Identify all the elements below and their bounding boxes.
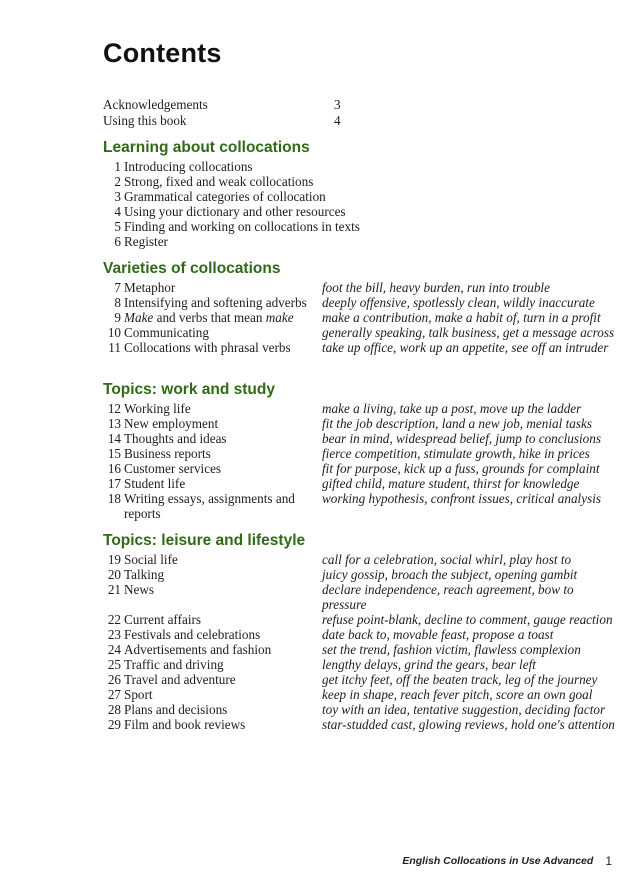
unit-entry xyxy=(103,702,623,717)
unit-example-collocations: keep in shape, reach fever pitch, score an own goal xyxy=(322,687,593,702)
unit-example-collocations: bear in mind, widespread belief, jump to conclusions xyxy=(322,431,601,446)
section-heading: Varieties of collocations xyxy=(103,260,281,277)
unit-number: 11 xyxy=(108,340,121,355)
unit-number: 18 xyxy=(107,491,121,506)
unit-entry xyxy=(103,219,623,234)
unit-entry xyxy=(103,431,623,446)
unit-list xyxy=(103,159,623,249)
footer-page-number: 1 xyxy=(605,854,612,868)
unit-entry xyxy=(103,401,623,416)
unit-list xyxy=(103,280,623,355)
unit-title: Business reports xyxy=(124,446,211,461)
unit-title: Grammatical categories of collocation xyxy=(124,189,326,204)
unit-example-collocations: take up office, work up an appetite, see off an intruder xyxy=(322,340,609,355)
unit-example-collocations: fit the job description, land a new job, menial tasks xyxy=(322,416,592,431)
unit-entry xyxy=(103,582,623,612)
unit-example-collocations: fit for purpose, kick up a fuss, grounds for complaint xyxy=(322,461,600,476)
unit-title: Student life xyxy=(124,476,186,491)
section-heading: Learning about collocations xyxy=(103,139,310,156)
unit-example-collocations: juicy gossip, broach the subject, opening gambit xyxy=(322,567,578,582)
front-matter xyxy=(103,97,348,128)
section-heading: Topics: leisure and lifestyle xyxy=(103,532,306,549)
unit-number: 4 xyxy=(114,204,121,219)
front-matter-page: 3 xyxy=(334,97,341,112)
unit-title: Customer services xyxy=(124,461,222,476)
unit-entry xyxy=(103,159,623,174)
unit-title: Working life xyxy=(124,401,191,416)
section-heading: Topics: work and study xyxy=(103,381,275,398)
unit-entry xyxy=(103,204,623,219)
unit-number: 24 xyxy=(107,642,121,657)
unit-entry xyxy=(103,476,623,491)
unit-number: 13 xyxy=(107,416,121,431)
unit-example-collocations: toy with an idea, tentative suggestion, deciding factor xyxy=(322,702,606,717)
page-title: Contents xyxy=(103,38,222,68)
unit-example-collocations: gifted child, mature student, thirst for knowledge xyxy=(322,476,580,491)
unit-entry xyxy=(103,189,623,204)
front-matter-item xyxy=(103,97,348,113)
unit-number: 21 xyxy=(107,582,121,597)
unit-title: Finding and working on collocations in texts xyxy=(124,219,360,234)
unit-example-collocations: make a living, take up a post, move up the ladder xyxy=(322,401,582,416)
unit-number: 16 xyxy=(107,461,121,476)
unit-title: Metaphor xyxy=(124,280,176,295)
unit-entry xyxy=(103,234,623,249)
unit-example-collocations: get itchy feet, off the beaten track, leg of the journey xyxy=(322,672,598,687)
unit-example-collocations: call for a celebration, social whirl, play host to xyxy=(322,552,572,567)
unit-example-collocations: generally speaking, talk business, get a message across xyxy=(322,325,615,340)
unit-entry xyxy=(103,325,623,340)
unit-list xyxy=(103,401,623,521)
unit-number: 12 xyxy=(107,401,121,416)
unit-title: News xyxy=(124,582,155,597)
unit-number: 25 xyxy=(107,657,121,672)
unit-title: Communicating xyxy=(124,325,209,340)
unit-entry xyxy=(103,627,623,642)
front-matter-page: 4 xyxy=(334,112,341,128)
unit-entry xyxy=(103,340,623,355)
unit-title: Register xyxy=(124,234,168,249)
front-matter-label: Acknowledgements xyxy=(103,97,208,112)
section-leisure-lifestyle xyxy=(103,531,623,732)
unit-number: 26 xyxy=(107,672,121,687)
unit-example-collocations: declare independence, reach agreement, bow to pressure xyxy=(322,582,574,612)
unit-number: 20 xyxy=(107,567,121,582)
unit-entry xyxy=(103,672,623,687)
unit-number: 1 xyxy=(114,159,121,174)
unit-number: 27 xyxy=(107,687,121,702)
unit-number: 28 xyxy=(107,702,121,717)
unit-example-collocations: star-studded cast, glowing reviews, hold one's attention xyxy=(322,717,615,732)
unit-title: Advertisements and fashion xyxy=(124,642,272,657)
unit-number: 9 xyxy=(114,310,121,325)
front-matter-item xyxy=(103,113,348,129)
unit-example-collocations: make a contribution, make a habit of, turn in a profit xyxy=(322,310,601,325)
unit-title: Sport xyxy=(124,687,153,702)
unit-title: Social life xyxy=(124,552,178,567)
unit-entry xyxy=(103,657,623,672)
unit-number: 2 xyxy=(114,174,121,189)
unit-entry xyxy=(103,416,623,431)
unit-number: 5 xyxy=(114,219,121,234)
unit-number: 17 xyxy=(107,476,121,491)
unit-number: 3 xyxy=(114,189,121,204)
unit-number: 7 xyxy=(114,280,121,295)
unit-number: 8 xyxy=(114,295,121,310)
unit-entry xyxy=(103,642,623,657)
unit-title: Plans and decisions xyxy=(124,702,228,717)
unit-example-collocations: date back to, movable feast, propose a toast xyxy=(322,627,554,642)
unit-number: 10 xyxy=(107,325,121,340)
unit-entry xyxy=(103,717,623,732)
footer-book-title: English Collocations in Use Advanced xyxy=(402,855,594,867)
unit-entry xyxy=(103,491,623,521)
unit-example-collocations: fierce competition, stimulate growth, hike in prices xyxy=(322,446,590,461)
unit-number: 6 xyxy=(114,234,121,249)
unit-number: 15 xyxy=(107,446,121,461)
unit-example-collocations: set the trend, fashion victim, flawless complexion xyxy=(322,642,581,657)
unit-title: Film and book reviews xyxy=(124,717,246,732)
unit-title: Using your dictionary and other resources xyxy=(124,204,346,219)
unit-entry xyxy=(103,446,623,461)
unit-number: 29 xyxy=(107,717,121,732)
unit-number: 22 xyxy=(107,612,121,627)
unit-example-collocations: foot the bill, heavy burden, run into trouble xyxy=(322,280,550,295)
section-varieties xyxy=(103,259,623,355)
unit-entry xyxy=(103,552,623,567)
unit-title: Current affairs xyxy=(124,612,202,627)
unit-title: Talking xyxy=(124,567,165,582)
unit-list xyxy=(103,552,623,732)
unit-entry xyxy=(103,280,623,295)
section-learning xyxy=(103,138,623,249)
unit-title: Introducing collocations xyxy=(124,159,253,174)
unit-example-collocations: deeply offensive, spotlessly clean, wildly inaccurate xyxy=(322,295,595,310)
unit-title: Collocations with phrasal verbs xyxy=(124,340,291,355)
unit-title: Make and verbs that mean make xyxy=(124,310,294,325)
unit-number: 23 xyxy=(107,627,121,642)
unit-entry xyxy=(103,612,623,627)
unit-title: Travel and adventure xyxy=(124,672,236,687)
front-matter-label: Using this book xyxy=(103,112,187,128)
unit-example-collocations: working hypothesis, confront issues, critical analysis xyxy=(322,491,601,506)
unit-example-collocations: lengthy delays, grind the gears, bear left xyxy=(322,657,536,672)
unit-entry xyxy=(103,295,623,310)
unit-entry xyxy=(103,461,623,476)
unit-entry xyxy=(103,310,623,325)
section-work-study xyxy=(103,380,623,521)
unit-entry xyxy=(103,174,623,189)
unit-number: 19 xyxy=(107,552,121,567)
unit-title: Writing essays, assignments and reports xyxy=(124,491,295,521)
unit-title: Festivals and celebrations xyxy=(124,627,261,642)
unit-title: Intensifying and softening adverbs xyxy=(124,295,307,310)
unit-example-collocations: refuse point-blank, decline to comment, gauge reaction xyxy=(322,612,613,627)
unit-entry xyxy=(103,687,623,702)
unit-number: 14 xyxy=(107,431,121,446)
unit-title: Strong, fixed and weak collocations xyxy=(124,174,314,189)
unit-title: Thoughts and ideas xyxy=(124,431,227,446)
page-footer xyxy=(402,854,612,868)
unit-title: New employment xyxy=(124,416,219,431)
unit-entry xyxy=(103,567,623,582)
unit-title: Traffic and driving xyxy=(124,657,224,672)
